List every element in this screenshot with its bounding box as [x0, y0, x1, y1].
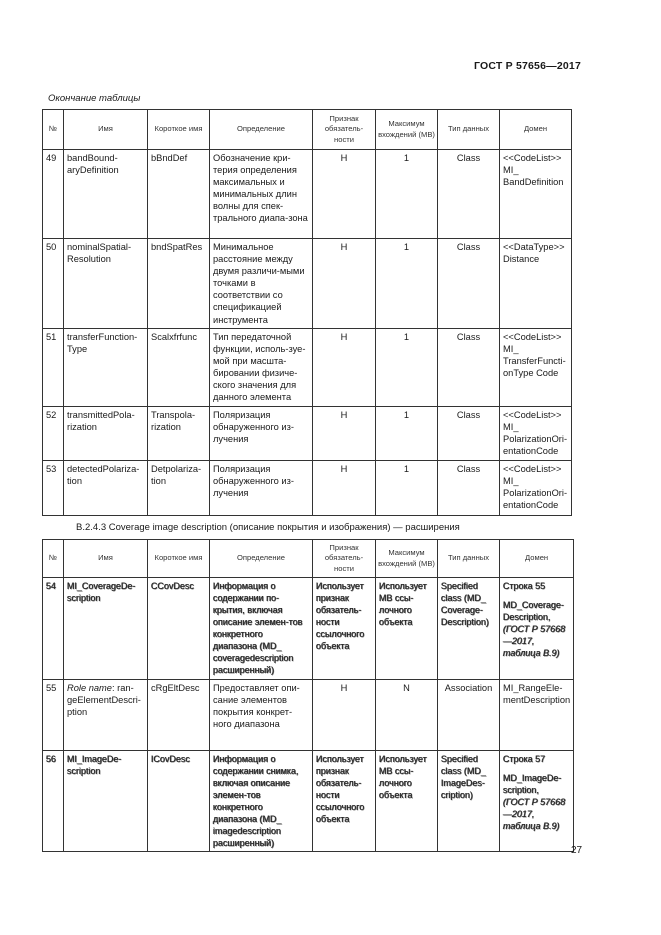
- standard-header: ГОСТ Р 57656—2017: [473, 60, 581, 72]
- cell-definition: Поляризация обнаруженного из-лучения: [210, 406, 313, 460]
- cell-data-type: Specified class (MD_ Coverage-Description): [438, 578, 500, 680]
- cell-data-type: Class: [438, 150, 500, 239]
- cell-definition: Поляризация обнаруженного из-лучения: [210, 460, 313, 515]
- col-number: №: [43, 540, 64, 578]
- cell-obligation: Н: [313, 239, 376, 329]
- col-data-type: Тип данных: [438, 110, 500, 150]
- cell-name: detectedPolariza-tion: [64, 460, 148, 515]
- cell-name: transmittedPola-rization: [64, 406, 148, 460]
- table-header-row: [43, 540, 574, 578]
- cell-obligation: Использует признак обязатель-ности ссылочного объекта: [313, 751, 376, 852]
- domain-source: (ГОСТ Р 57668—2017, таблица B.9): [503, 624, 566, 658]
- col-domain: Домен: [500, 540, 574, 578]
- cell-number: 55: [43, 680, 64, 751]
- col-short-name: Короткое имя: [148, 540, 210, 578]
- section-caption: B.2.4.3 Coverage image description (описание покрытия и изображения) — расширения: [76, 522, 460, 533]
- cell-max-occurrence: 1: [376, 460, 438, 515]
- cell-data-type: Specified class (MD_ ImageDes-cription): [438, 751, 500, 852]
- table-row: [43, 680, 574, 751]
- col-domain: Домен: [500, 110, 572, 150]
- cell-data-type: Class: [438, 406, 500, 460]
- cell-obligation: Н: [313, 680, 376, 751]
- cell-short-name: Detpolariza-tion: [148, 460, 210, 515]
- cell-short-name: Transpola-rization: [148, 406, 210, 460]
- cell-data-type: Class: [438, 328, 500, 406]
- cell-short-name: cRgEltDesc: [148, 680, 210, 751]
- cell-domain: <<CodeList>> MI_ PolarizationOri-entationCode: [500, 460, 572, 515]
- cell-max-occurrence: 1: [376, 150, 438, 239]
- domain-reference: Строка 55: [503, 581, 546, 591]
- cell-domain: [500, 751, 574, 852]
- cell-domain: [500, 578, 574, 680]
- cell-max-occurrence: N: [376, 680, 438, 751]
- cell-number: 49: [43, 150, 64, 239]
- table-row: [43, 150, 572, 239]
- page-number: 27: [571, 845, 583, 856]
- cell-definition: Минимальное расстояние между двумя различи-мыми точками в соответствии со спецификацией инструмента: [210, 239, 313, 329]
- domain-source: (ГОСТ Р 57668—2017, таблица B.9): [503, 797, 566, 831]
- cell-number: 54: [43, 578, 64, 680]
- attributes-table: [42, 109, 572, 516]
- cell-number: 52: [43, 406, 64, 460]
- cell-number: 53: [43, 460, 64, 515]
- col-max-occurrence: Максимум вхождений (МВ): [376, 540, 438, 578]
- cell-name: transferFunction-Type: [64, 328, 148, 406]
- col-name: Имя: [64, 110, 148, 150]
- cell-short-name: ICovDesc: [148, 751, 210, 852]
- cell-max-occurrence: 1: [376, 239, 438, 329]
- cell-number: 51: [43, 328, 64, 406]
- cell-obligation: Н: [313, 328, 376, 406]
- cell-name: MI_ImageDe-scription: [64, 751, 148, 852]
- cell-data-type: Class: [438, 460, 500, 515]
- cell-definition: Предоставляет опи-сание элементов покрытия конкрет-ного диапазона: [210, 680, 313, 751]
- cell-max-occurrence: 1: [376, 406, 438, 460]
- role-name-label: Role name: [67, 683, 112, 693]
- cell-max-occurrence: Использует МВ ссы-лочного объекта: [376, 751, 438, 852]
- domain-reference: Строка 57: [503, 754, 546, 764]
- col-definition: Определение: [210, 110, 313, 150]
- table-row: [43, 328, 572, 406]
- cell-name: MI_CoverageDe-scription: [64, 578, 148, 680]
- cell-definition: Информация о содержании по-крытия, включая описание элемен-тов конкретного диапазона (MD_ coveragedescription расширенный): [210, 578, 313, 680]
- table-row: [43, 239, 572, 329]
- cell-data-type: Association: [438, 680, 500, 751]
- col-definition: Определение: [210, 540, 313, 578]
- table-caption: Окончание таблицы: [48, 93, 141, 104]
- table-row: [43, 578, 574, 680]
- cell-name: bandBound-aryDefinition: [64, 150, 148, 239]
- cell-max-occurrence: 1: [376, 328, 438, 406]
- cell-definition: Тип передаточной функции, исполь-зуе-мой при масшта-бировании физиче-ского значения для данного элемента: [210, 328, 313, 406]
- col-data-type: Тип данных: [438, 540, 500, 578]
- cell-domain: <<DataType>> Distance: [500, 239, 572, 329]
- cell-definition: Обозначение кри-терия определения максимальных и минимальных длин волны для спек-трального диапа-зона: [210, 150, 313, 239]
- cell-max-occurrence: Использует МВ ссы-лочного объекта: [376, 578, 438, 680]
- col-number: №: [43, 110, 64, 150]
- col-short-name: Короткое имя: [148, 110, 210, 150]
- cell-domain: MI_RangeEle-mentDescription: [500, 680, 574, 751]
- table-row: [43, 751, 574, 852]
- cell-definition: Информация о содержании снимка, включая описание элемен-тов конкретного диапазона (MD_ imagedescription расширенный): [210, 751, 313, 852]
- cell-short-name: bBndDef: [148, 150, 210, 239]
- cell-short-name: Scalxfrfunc: [148, 328, 210, 406]
- domain-class: MD_Coverage-Description,: [503, 600, 565, 622]
- cell-data-type: Class: [438, 239, 500, 329]
- cell-name: [64, 680, 148, 751]
- col-name: Имя: [64, 540, 148, 578]
- cell-obligation: Н: [313, 406, 376, 460]
- cell-obligation: Использует признак обязатель-ности ссылочного объекта: [313, 578, 376, 680]
- cell-short-name: bndSpatRes: [148, 239, 210, 329]
- domain-class: MD_ImageDe-scription,: [503, 773, 562, 795]
- cell-obligation: Н: [313, 460, 376, 515]
- table-row: [43, 406, 572, 460]
- cell-short-name: CCovDesc: [148, 578, 210, 680]
- cell-number: 50: [43, 239, 64, 329]
- col-max-occurrence: Максимум вхождений (МВ): [376, 110, 438, 150]
- extensions-table: [42, 539, 574, 852]
- cell-domain: <<CodeList>> MI_ TransferFuncti-onType Code: [500, 328, 572, 406]
- cell-name: nominalSpatial-Resolution: [64, 239, 148, 329]
- table-header-row: [43, 110, 572, 150]
- table-row: [43, 460, 572, 515]
- col-obligation: Признак обязатель-ности: [313, 110, 376, 150]
- cell-obligation: Н: [313, 150, 376, 239]
- cell-number: 56: [43, 751, 64, 852]
- cell-domain: <<CodeList>> MI_ BandDefinition: [500, 150, 572, 239]
- col-obligation: Признак обязатель-ности: [313, 540, 376, 578]
- cell-domain: <<CodeList>> MI_ PolarizationOri-entationCode: [500, 406, 572, 460]
- role-name-value: : ran-geElementDescri-ption: [67, 683, 141, 718]
